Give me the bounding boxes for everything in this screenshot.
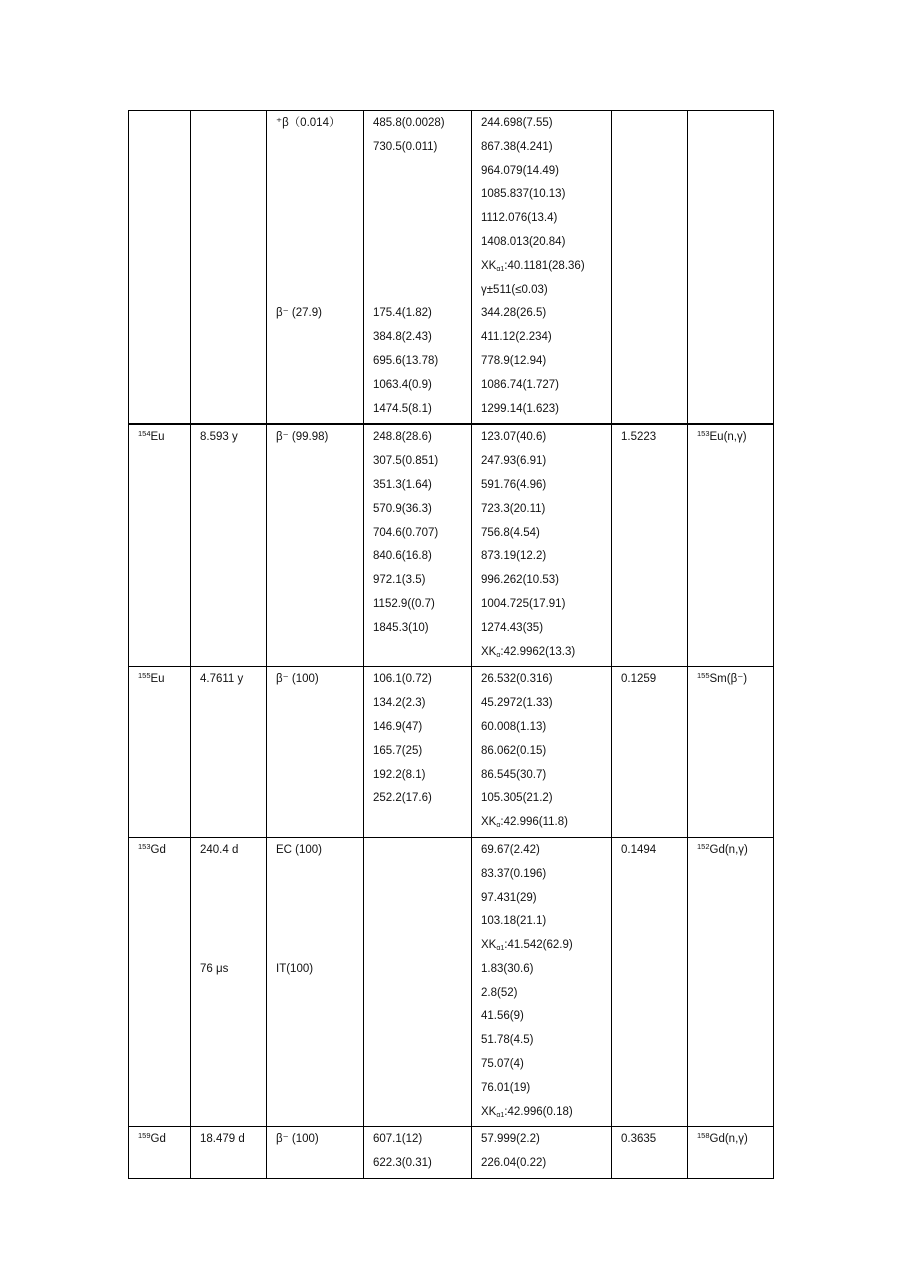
gamma-line-value: 51.78(4.5) (481, 1034, 534, 1047)
nuclide-symbol: Gd (150, 843, 166, 856)
nuclide-row (129, 667, 774, 838)
xray-subscript: α1 (496, 265, 505, 273)
beta-energy-value: 695.6(13.78) (373, 354, 439, 367)
gamma-line-value: 244.698(7.55) (481, 117, 553, 129)
decay-mode-value: β⁻ (100) (276, 673, 319, 686)
nuclide-mass-number: 153 (138, 841, 151, 851)
nuclide-mass-number: 155 (138, 671, 151, 681)
production-cell (688, 837, 774, 1127)
beta-energy-value: 485.8(0.0028) (373, 117, 445, 129)
gamma-line-value: 86.062(0.15) (481, 744, 547, 757)
gamma-line-value: 1086.74(1.727) (481, 378, 560, 391)
nuclide-row (129, 837, 774, 1127)
half-life-cell (191, 111, 267, 425)
decay-mode-value: ⁺β（0.014） (276, 117, 341, 129)
decay-mode-cell (267, 837, 364, 1127)
nuclide-cell (129, 111, 191, 425)
beta-energy-value: 192.2(8.1) (373, 768, 426, 781)
decay-mode-cell (267, 111, 364, 425)
beta-energy-cell (364, 424, 472, 666)
q-value: 0.3635 (621, 1133, 657, 1146)
half-life-value: 76 μs (200, 962, 229, 975)
beta-energy-value: 972.1(3.5) (373, 574, 426, 587)
gamma-line-value: 778.9(12.94) (481, 354, 547, 367)
half-life-cell (191, 424, 267, 666)
half-life-cell (191, 667, 267, 838)
production-reaction: Sm(β⁻) (709, 673, 748, 686)
gamma-line-value: 83.37(0.196) (481, 867, 547, 880)
decay-mode-value: β⁻ (27.9) (276, 307, 322, 320)
beta-energy-value: 384.8(2.43) (373, 331, 432, 344)
xray-subscript: α1 (496, 945, 505, 953)
xray-label: XK (481, 1105, 497, 1118)
half-life-cell (191, 1127, 267, 1179)
gamma-line-value: :42.996(0.18) (504, 1105, 573, 1118)
beta-energy-value: 607.1(12) (373, 1133, 423, 1146)
half-life-cell (191, 837, 267, 1127)
q-value: 0.1494 (621, 843, 657, 856)
gamma-line-value: 26.532(0.316) (481, 673, 553, 686)
q-value-cell (612, 1127, 688, 1179)
gamma-line-cell (472, 1127, 612, 1179)
production-reaction: Gd(n,γ) (709, 1133, 748, 1146)
q-value-cell (612, 111, 688, 425)
q-value: 0.1259 (621, 673, 657, 686)
production-mass-number: 155 (697, 671, 710, 681)
beta-energy-value: 730.5(0.011) (373, 140, 438, 153)
gamma-line-value: 60.008(1.13) (481, 720, 547, 733)
beta-energy-value: 252.2(17.6) (373, 792, 432, 805)
q-value-cell (612, 837, 688, 1127)
nuclide-cell (129, 667, 191, 838)
beta-energy-value: 704.6(0.707) (373, 526, 439, 539)
beta-energy-value: 1063.4(0.9) (373, 378, 432, 391)
production-mass-number: 152 (697, 841, 710, 851)
nuclide-row (129, 1127, 774, 1179)
production-mass-number: 153 (697, 429, 710, 439)
gamma-line-cell (472, 667, 612, 838)
beta-energy-value: 351.3(1.64) (373, 478, 432, 491)
half-life-value: 18.479 d (200, 1133, 245, 1146)
nuclide-mass-number: 159 (138, 1131, 151, 1141)
gamma-line-value: 123.07(40.6) (481, 431, 547, 444)
gamma-line-value: 97.431(29) (481, 891, 537, 904)
beta-energy-value: 175.4(1.82) (373, 307, 432, 320)
beta-energy-value: 146.9(47) (373, 720, 423, 733)
gamma-line-value: 103.18(21.1) (481, 915, 547, 928)
production-reaction: Gd(n,γ) (709, 843, 748, 856)
nuclide-cell (129, 837, 191, 1127)
gamma-line-value: :40.1181(28.36) (504, 259, 585, 272)
decay-mode-value: β⁻ (99.98) (276, 431, 329, 444)
gamma-line-value: 1085.837(10.13) (481, 188, 566, 201)
beta-energy-value: 1152.9((0.7) (373, 597, 435, 610)
decay-mode-value: IT(100) (276, 962, 314, 975)
half-life-value: 4.7611 y (200, 673, 244, 686)
xray-label: XK (481, 816, 497, 829)
gamma-line-value: 1274.43(35) (481, 621, 544, 634)
gamma-line-value: 45.2972(1.33) (481, 697, 553, 710)
production-cell (688, 424, 774, 666)
gamma-line-value: :42.9962(13.3) (500, 645, 576, 658)
production-mass-number: 158 (697, 1131, 710, 1141)
q-value-cell (612, 667, 688, 838)
gamma-line-value: 226.04(0.22) (481, 1157, 547, 1170)
nuclide-row (129, 111, 774, 425)
gamma-line-value: 1.83(30.6) (481, 962, 534, 975)
q-value: 1.5223 (621, 431, 657, 444)
gamma-line-value: 867.38(4.241) (481, 140, 553, 153)
xray-subscript: α1 (496, 1111, 505, 1119)
decay-mode-value: EC (100) (276, 843, 323, 856)
production-cell (688, 1127, 774, 1179)
production-reaction: Eu(n,γ) (709, 431, 747, 444)
nuclide-cell (129, 424, 191, 666)
beta-energy-cell (364, 111, 472, 425)
gamma-line-value: 996.262(10.53) (481, 574, 560, 587)
production-cell (688, 667, 774, 838)
gamma-line-value: 41.56(9) (481, 1010, 524, 1023)
gamma-line-value: :42.996(11.8) (500, 816, 568, 829)
gamma-line-value: 105.305(21.2) (481, 792, 553, 805)
gamma-line-value: 76.01(19) (481, 1081, 531, 1094)
gamma-line-value: 69.67(2.42) (481, 843, 540, 856)
decay-data-table (128, 110, 774, 1179)
gamma-line-value: 1004.725(17.91) (481, 597, 566, 610)
q-value-cell (612, 424, 688, 666)
decay-mode-value: β⁻ (100) (276, 1133, 319, 1146)
gamma-line-value: 756.8(4.54) (481, 526, 540, 539)
gamma-line-cell (472, 837, 612, 1127)
nuclide-row (129, 424, 774, 666)
gamma-line-value: 1408.013(20.84) (481, 235, 566, 248)
beta-energy-value: 248.8(28.6) (373, 431, 432, 444)
gamma-line-cell (472, 111, 612, 425)
gamma-line-value: 1112.076(13.4) (481, 212, 558, 225)
beta-energy-value: 106.1(0.72) (373, 673, 432, 686)
gamma-line-value: 1299.14(1.623) (481, 402, 560, 415)
beta-energy-value: 165.7(25) (373, 744, 423, 757)
gamma-line-value: 873.19(12.2) (481, 550, 547, 563)
beta-energy-cell (364, 837, 472, 1127)
decay-mode-cell (267, 1127, 364, 1179)
beta-energy-value: 570.9(36.3) (373, 502, 432, 515)
gamma-line-cell (472, 424, 612, 666)
gamma-line-value: 247.93(6.91) (481, 455, 547, 468)
gamma-line-value: 344.28(26.5) (481, 307, 547, 320)
nuclide-symbol: Eu (150, 431, 165, 444)
half-life-value: 240.4 d (200, 843, 239, 856)
gamma-line-value: :41.542(62.9) (504, 939, 573, 952)
beta-energy-value: 1474.5(8.1) (373, 402, 432, 415)
nuclide-cell (129, 1127, 191, 1179)
production-cell (688, 111, 774, 425)
xray-label: XK (481, 259, 497, 272)
beta-energy-cell (364, 667, 472, 838)
gamma-line-value: 964.079(14.49) (481, 164, 560, 177)
nuclide-mass-number: 154 (138, 429, 151, 439)
beta-energy-value: 134.2(2.3) (373, 697, 426, 710)
nuclide-symbol: Gd (150, 1133, 166, 1146)
beta-energy-value: 840.6(16.8) (373, 550, 432, 563)
beta-energy-cell (364, 1127, 472, 1179)
nuclide-symbol: Eu (150, 673, 165, 686)
beta-energy-value: 1845.3(10) (373, 621, 429, 634)
xray-subscript: α (496, 651, 501, 659)
gamma-line-value: 591.76(4.96) (481, 478, 547, 491)
gamma-line-value: 86.545(30.7) (481, 768, 547, 781)
gamma-line-value: 57.999(2.2) (481, 1133, 540, 1146)
gamma-line-value: γ±511(≤0.03) (481, 283, 548, 296)
decay-mode-cell (267, 424, 364, 666)
gamma-line-value: 411.12(2.234) (481, 331, 552, 344)
gamma-line-value: 2.8(52) (481, 986, 518, 999)
half-life-value: 8.593 y (200, 431, 238, 444)
xray-subscript: α (496, 822, 501, 830)
decay-mode-cell (267, 667, 364, 838)
beta-energy-value: 622.3(0.31) (373, 1157, 432, 1170)
xray-label: XK (481, 939, 497, 952)
gamma-line-value: 75.07(4) (481, 1058, 524, 1071)
beta-energy-value: 307.5(0.851) (373, 455, 439, 468)
gamma-line-value: 723.3(20.11) (481, 502, 546, 515)
xray-label: XK (481, 645, 497, 658)
